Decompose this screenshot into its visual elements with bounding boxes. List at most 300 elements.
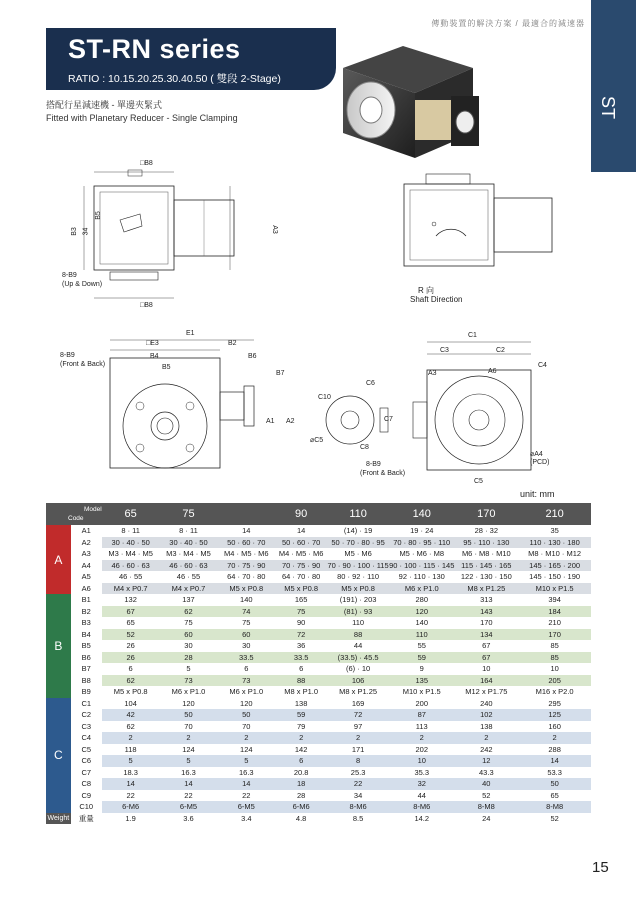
table-cell: 14 — [518, 755, 591, 767]
table-cell: 160 — [518, 721, 591, 733]
table-cell: 6-M6 — [102, 801, 160, 813]
table-cell: 70 · 80 · 95 · 110 — [389, 537, 454, 549]
table-cell: 1.9 — [102, 813, 160, 825]
label-a4: ⌀A4 — [530, 451, 543, 458]
table-cell: 9 — [389, 663, 454, 675]
table-cell: (33.5) · 45.5 — [327, 652, 389, 664]
table-cell: 28 · 32 — [454, 525, 518, 537]
table-cell: 280 — [389, 594, 454, 606]
table-cell: M4 x P0.7 — [160, 583, 218, 595]
weight-code: 重量 — [78, 813, 94, 823]
row-code: B4 — [81, 629, 91, 639]
table-row — [46, 525, 591, 537]
row-code: C1 — [81, 698, 92, 708]
header-tagline: 傳動裝置的解決方案 / 最適合的減速器 — [431, 19, 585, 28]
table-cell: 53.3 — [518, 767, 591, 779]
table-cell: 62 — [102, 721, 160, 733]
table-cell: 42 — [102, 709, 160, 721]
table-cell: M10 x P1.5 — [389, 686, 454, 698]
table-cell: M5 x P0.8 — [102, 686, 160, 698]
table-row — [46, 778, 591, 790]
table-cell: 110 — [389, 629, 454, 641]
table-row — [46, 675, 591, 687]
table-cell: 10 — [454, 663, 518, 675]
table-cell: 87 — [389, 709, 454, 721]
table-cell: 90 — [275, 617, 327, 629]
table-cell: 72 — [275, 629, 327, 641]
table-row — [46, 744, 591, 756]
front-view-drawing — [80, 160, 250, 310]
table-cell: 140 — [217, 594, 275, 606]
model-header: 110 — [327, 503, 389, 525]
table-cell: 62 — [102, 675, 160, 687]
table-cell: 8 — [327, 755, 389, 767]
table-cell: 46 · 60 · 63 — [102, 560, 160, 572]
table-cell: 2 — [217, 732, 275, 744]
table-cell: M10 x P1.5 — [518, 583, 591, 595]
table-cell: 70 · 75 · 90 — [275, 560, 327, 572]
table-cell: 30 — [217, 640, 275, 652]
row-code: B5 — [81, 641, 91, 651]
label-c4: C4 — [538, 362, 547, 369]
table-cell: 50 — [518, 778, 591, 790]
table-cell: 26 — [102, 640, 160, 652]
table-cell: 113 — [389, 721, 454, 733]
label-a3: A3 — [428, 370, 437, 377]
table-cell: 70 — [160, 721, 218, 733]
table-cell: M16 x P2.0 — [518, 686, 591, 698]
table-cell: 12 — [454, 755, 518, 767]
table-row — [46, 663, 591, 675]
table-cell: 10 — [518, 663, 591, 675]
table-cell: 22 — [102, 790, 160, 802]
group-label-c: C — [46, 698, 71, 813]
table-cell: 33.5 — [275, 652, 327, 664]
table-cell: 75 — [275, 606, 327, 618]
table-row — [46, 709, 591, 721]
table-cell: 8 · 11 — [160, 525, 218, 537]
label-a6: A6 — [488, 368, 497, 375]
model-label: Model — [84, 506, 102, 513]
table-cell: (81) · 93 — [327, 606, 389, 618]
table-cell: 88 — [327, 629, 389, 641]
table-cell: 8 · 11 — [102, 525, 160, 537]
label-b6: B6 — [248, 353, 257, 360]
table-row — [46, 790, 591, 802]
table-cell: 62 — [160, 606, 218, 618]
code-label: Code — [68, 515, 84, 522]
ratio-line: RATIO : 10.15.20.25.30.40.50 ( 雙段 2-Stage) — [68, 73, 281, 85]
table-row — [46, 606, 591, 618]
table-cell: 14 — [102, 778, 160, 790]
table-cell: 80 · 92 · 110 — [327, 571, 389, 583]
row-code: A6 — [81, 583, 91, 593]
label-b8-top: □B8 — [140, 160, 153, 167]
table-cell: 52 — [518, 813, 591, 825]
row-code: B7 — [81, 664, 91, 674]
table-cell: 88 — [275, 675, 327, 687]
table-cell: 75 — [217, 617, 275, 629]
table-cell: 52 — [454, 790, 518, 802]
label-a3-side: A3 — [270, 225, 278, 234]
table-cell: 104 — [102, 698, 160, 710]
label-c1: C1 — [468, 332, 477, 339]
table-cell: M8 x P1.0 — [275, 686, 327, 698]
table-cell: 92 · 110 · 130 — [389, 571, 454, 583]
table-row — [46, 594, 591, 606]
table-row — [46, 583, 591, 595]
table-cell: 70 · 75 · 90 — [217, 560, 275, 572]
table-row — [46, 571, 591, 583]
table-cell: M5 · M6 — [327, 548, 389, 560]
spec-table — [46, 503, 591, 824]
table-cell: 132 — [102, 594, 160, 606]
table-cell: 22 — [217, 790, 275, 802]
table-row — [46, 652, 591, 664]
row-code: C5 — [81, 744, 92, 754]
table-cell: 18 — [275, 778, 327, 790]
label-b9-fb2: 8-B9 — [366, 461, 381, 468]
table-cell: 242 — [454, 744, 518, 756]
table-cell: 73 — [160, 675, 218, 687]
table-cell: 67 — [454, 652, 518, 664]
table-cell: (6) · 10 — [327, 663, 389, 675]
row-code: C7 — [81, 767, 92, 777]
label-b5-side: B5 — [94, 211, 102, 220]
table-row — [46, 617, 591, 629]
table-cell: 6 — [102, 663, 160, 675]
table-cell: 14 — [160, 778, 218, 790]
weight-row — [46, 813, 591, 825]
table-cell: 72 — [327, 709, 389, 721]
table-cell: 6-M5 — [160, 801, 218, 813]
table-cell: 24 — [454, 813, 518, 825]
table-row — [46, 755, 591, 767]
table-cell: 90 · 100 · 115 · 145 — [389, 560, 455, 570]
table-cell: 44 — [389, 790, 454, 802]
table-cell: 97 — [327, 721, 389, 733]
table-cell: 40 — [454, 778, 518, 790]
table-cell: 313 — [454, 594, 518, 606]
label-a1: A1 — [266, 418, 275, 425]
table-cell: 35.3 — [389, 767, 454, 779]
table-cell: 6 — [275, 663, 327, 675]
table-cell: 2 — [518, 732, 591, 744]
table-cell: 8-M8 — [518, 801, 591, 813]
table-cell: 52 — [102, 629, 160, 641]
table-cell: M6 x P1.0 — [160, 686, 218, 698]
table-cell: 143 — [454, 606, 518, 618]
row-code: A2 — [81, 537, 91, 547]
table-cell: 74 — [217, 606, 275, 618]
table-cell: 124 — [217, 744, 275, 756]
label-c8-ref: C8 — [360, 444, 369, 451]
table-cell: 4.8 — [275, 813, 327, 825]
label-r-rot: R 向 — [418, 286, 434, 295]
table-cell: 8-M8 — [454, 801, 518, 813]
table-cell: 205 — [518, 675, 591, 687]
table-cell: 2 — [327, 732, 389, 744]
table-cell: 18.3 — [102, 767, 160, 779]
table-cell: 122 · 130 · 150 — [454, 571, 518, 583]
table-row — [46, 640, 591, 652]
table-cell: M4 · M5 · M6 — [275, 548, 327, 560]
label-shaft-direction: Shaft Direction — [410, 295, 463, 304]
table-cell: 138 — [275, 698, 327, 710]
table-cell: M6 · M8 · M10 — [454, 548, 518, 560]
table-cell: 30 · 40 · 50 — [102, 537, 160, 549]
table-cell: 60 — [217, 629, 275, 641]
table-cell: 85 — [518, 652, 591, 664]
label-a2: A2 — [286, 418, 295, 425]
table-cell: 33.5 — [217, 652, 275, 664]
model-header: 75 — [160, 503, 218, 525]
table-cell: 70 — [217, 721, 275, 733]
row-code: C9 — [81, 790, 92, 800]
table-cell: 46 · 60 · 63 — [160, 560, 218, 572]
table-header-model-code — [46, 503, 102, 525]
label-b4-side: 34 — [82, 227, 90, 236]
label-e1: E1 — [186, 330, 195, 337]
table-cell: 6 — [217, 663, 275, 675]
label-c6: C6 — [366, 380, 375, 387]
table-cell: 184 — [518, 606, 591, 618]
table-row — [46, 537, 591, 549]
label-c5-ref: ⌀C5 — [310, 437, 324, 444]
unit-label: unit: mm — [520, 489, 555, 499]
label-b3: B3 — [70, 227, 78, 236]
row-code: A1 — [81, 526, 91, 536]
label-front-back2: (Front & Back) — [360, 470, 406, 477]
label-up-down: (Up & Down) — [62, 281, 103, 288]
table-cell: 134 — [454, 629, 518, 641]
table-cell: 137 — [160, 594, 218, 606]
model-header: 210 — [518, 503, 591, 525]
table-cell: M6 x P1.0 — [389, 583, 454, 595]
row-code: B1 — [81, 595, 91, 605]
table-cell: 85 — [518, 640, 591, 652]
weight-label: Weight — [46, 813, 71, 825]
page-title: ST-RN series — [68, 34, 241, 64]
table-cell: 288 — [518, 744, 591, 756]
table-cell: 120 — [389, 606, 454, 618]
side-tab-label: ST — [598, 96, 618, 120]
table-cell: 36 — [275, 640, 327, 652]
row-code: A3 — [81, 549, 91, 559]
table-cell: 120 — [217, 698, 275, 710]
table-cell: 200 — [389, 698, 454, 710]
table-cell: M3 · M4 · M5 — [160, 548, 218, 560]
label-e3: □E3 — [146, 340, 159, 347]
table-cell: 5 — [102, 755, 160, 767]
table-cell: 59 — [275, 709, 327, 721]
row-code: B6 — [81, 652, 91, 662]
table-cell: 5 — [160, 663, 218, 675]
row-code: C2 — [81, 710, 92, 720]
table-cell: 30 — [160, 640, 218, 652]
table-cell: 50 · 60 · 70 — [217, 537, 275, 549]
table-cell: 70 · 90 · 100 · 115 — [327, 560, 389, 570]
table-cell: 164 — [454, 675, 518, 687]
table-cell: 50 — [160, 709, 218, 721]
table-cell: 67 — [454, 640, 518, 652]
table-cell: 64 · 70 · 80 — [275, 571, 327, 583]
table-cell: M5 x P0.8 — [327, 583, 389, 595]
table-cell: 14 — [217, 778, 275, 790]
table-cell: 20.8 — [275, 767, 327, 779]
table-cell: 394 — [518, 594, 591, 606]
table-cell: M3 · M4 · M5 — [102, 548, 160, 560]
table-cell: 125 — [518, 709, 591, 721]
label-b4: B4 — [150, 353, 159, 360]
table-cell: 28 — [275, 790, 327, 802]
table-cell: 2 — [160, 732, 218, 744]
table-cell: 2 — [454, 732, 518, 744]
table-cell: 64 · 70 · 80 — [217, 571, 275, 583]
table-cell: 65 — [102, 617, 160, 629]
label-front-back: (Front & Back) — [60, 361, 106, 368]
table-cell: 3.6 — [160, 813, 218, 825]
table-cell: 14.2 — [389, 813, 454, 825]
table-cell: 2 — [389, 732, 454, 744]
table-cell: 6 — [275, 755, 327, 767]
table-cell: 145 · 165 · 200 — [518, 560, 591, 572]
model-header: 65 — [102, 503, 160, 525]
table-cell: M5 x P0.8 — [275, 583, 327, 595]
table-cell: 59 — [389, 652, 454, 664]
row-code: C6 — [81, 756, 92, 766]
table-row — [46, 732, 591, 744]
table-row — [46, 686, 591, 698]
subtitle-chinese: 搭配行星減速機 - 單邊夾緊式 — [46, 100, 162, 110]
table-cell: 50 — [217, 709, 275, 721]
page-number: 15 — [592, 859, 609, 876]
label-b2: B2 — [228, 340, 237, 347]
table-cell: 16.3 — [160, 767, 218, 779]
shaft-direction-drawing — [396, 170, 566, 280]
table-cell: 138 — [454, 721, 518, 733]
table-cell: 169 — [327, 698, 389, 710]
table-row — [46, 721, 591, 733]
row-code: B3 — [81, 618, 91, 628]
table-cell: 46 · 55 — [102, 571, 160, 583]
table-cell: 3.4 — [217, 813, 275, 825]
group-label-a: A — [46, 525, 71, 594]
table-cell: 35 — [518, 525, 591, 537]
row-code: C8 — [81, 779, 92, 789]
table-cell: 60 — [160, 629, 218, 641]
label-c5: C5 — [474, 478, 483, 485]
table-cell: 28 — [160, 652, 218, 664]
table-cell: 55 — [389, 640, 454, 652]
table-cell: 110 · 130 · 180 — [518, 537, 591, 549]
table-cell: 25.3 — [327, 767, 389, 779]
table-cell: M5 · M6 · M8 — [389, 548, 454, 560]
label-b9-frontback: 8-B9 — [60, 352, 75, 359]
table-cell: 145 · 150 · 190 — [518, 571, 591, 583]
table-cell: 240 — [454, 698, 518, 710]
table-cell: 110 — [327, 617, 389, 629]
group-label-b: B — [46, 594, 71, 698]
label-c3: C3 — [440, 347, 449, 354]
table-cell: M4 · M5 · M6 — [217, 548, 275, 560]
table-cell: 295 — [518, 698, 591, 710]
table-cell: 65 — [518, 790, 591, 802]
table-cell: 2 — [102, 732, 160, 744]
table-cell: 19 · 24 — [389, 525, 454, 537]
table-cell: 26 — [102, 652, 160, 664]
row-code: B8 — [81, 675, 91, 685]
table-cell: 170 — [454, 617, 518, 629]
table-cell: 202 — [389, 744, 454, 756]
product-image — [333, 38, 483, 173]
table-row — [46, 801, 591, 813]
table-cell: 67 — [102, 606, 160, 618]
table-row — [46, 629, 591, 641]
table-cell: 50 · 60 · 70 — [275, 537, 327, 549]
table-cell: 14 — [275, 525, 327, 537]
model-header: 90 — [275, 503, 327, 525]
table-cell: 142 — [275, 744, 327, 756]
table-cell: 14 — [217, 525, 275, 537]
table-cell: 8.5 — [327, 813, 389, 825]
table-cell: 75 — [160, 617, 218, 629]
table-cell: 43.3 — [454, 767, 518, 779]
table-cell: 5 — [160, 755, 218, 767]
side-tab-background — [591, 0, 636, 172]
table-cell: 8-M6 — [389, 801, 454, 813]
table-row — [46, 767, 591, 779]
table-cell: 30 · 40 · 50 — [160, 537, 218, 549]
table-row — [46, 560, 591, 572]
table-cell: 102 — [454, 709, 518, 721]
table-cell: 8-M6 — [327, 801, 389, 813]
table-cell: M8 x P1.25 — [327, 686, 389, 698]
table-cell: 44 — [327, 640, 389, 652]
row-code: B2 — [81, 606, 91, 616]
label-pcd: (PCD) — [530, 459, 550, 466]
table-cell: M8 · M10 · M12 — [518, 548, 591, 560]
model-header — [217, 503, 275, 525]
table-cell: 34 — [327, 790, 389, 802]
label-b9-updown: 8-B9 — [62, 272, 77, 279]
table-cell: 170 — [518, 629, 591, 641]
table-cell: 2 — [275, 732, 327, 744]
table-header-row — [46, 503, 591, 525]
table-cell: 118 — [102, 744, 160, 756]
table-cell: (14) · 19 — [327, 525, 389, 537]
table-cell: 22 — [160, 790, 218, 802]
label-c10: C10 — [318, 394, 331, 401]
table-cell: 10 — [389, 755, 454, 767]
table-cell: 6-M6 — [275, 801, 327, 813]
table-row — [46, 698, 591, 710]
label-c2: C2 — [496, 347, 505, 354]
table-cell: 79 — [275, 721, 327, 733]
model-header: 140 — [389, 503, 454, 525]
label-c7: C7 — [384, 416, 393, 423]
table-row — [46, 548, 591, 560]
side-tab-bar — [591, 0, 636, 900]
table-cell: 135 — [389, 675, 454, 687]
table-cell: 124 — [160, 744, 218, 756]
table-cell: 22 — [327, 778, 389, 790]
table-cell: M4 x P0.7 — [102, 583, 160, 595]
row-code: C4 — [81, 733, 92, 743]
label-b8-bottom: □B8 — [140, 302, 153, 309]
table-cell: 95 · 110 · 130 — [454, 537, 518, 549]
table-cell: (191) · 203 — [327, 594, 389, 606]
